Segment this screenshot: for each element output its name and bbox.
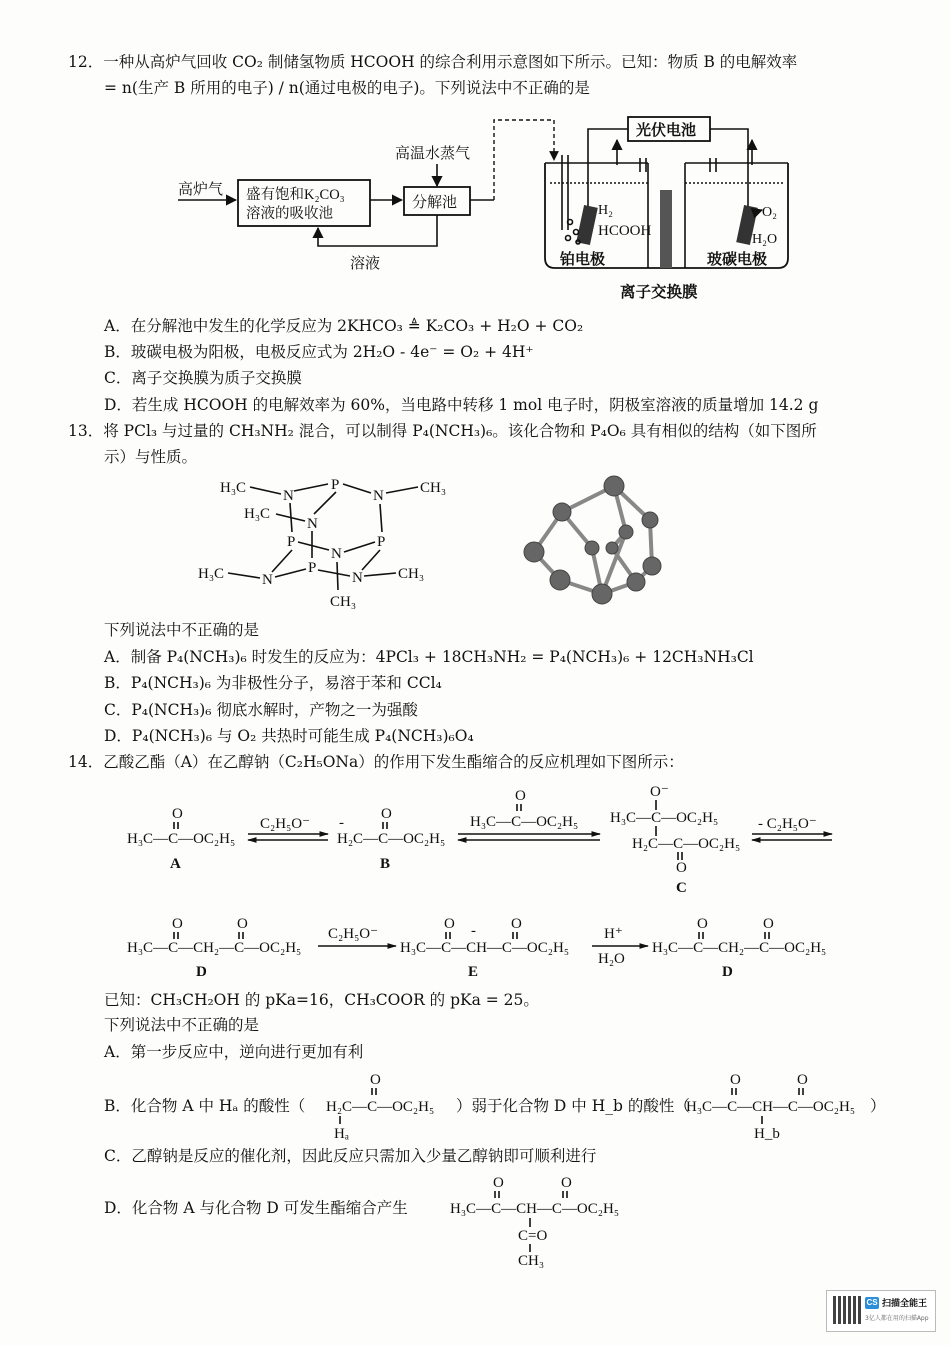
svg-text:H₃C: H₃C bbox=[244, 506, 271, 522]
absorber-label-2: 溶液的吸收池 bbox=[246, 206, 333, 222]
svg-text:C=O: C=O bbox=[518, 1228, 548, 1244]
pv-label: 光伏电池 bbox=[636, 123, 697, 139]
svg-text:Hₐ: Hₐ bbox=[334, 1126, 349, 1142]
q13-option-d: D．P₄(NCH₃)₆ 与 O₂ 共热时可能生成 P₄(NCH₃)₆O₄ bbox=[104, 727, 474, 745]
absorber-label-1: 盛有饱和K₂CO₃ bbox=[246, 187, 345, 203]
svg-text:D: D bbox=[196, 964, 207, 980]
svg-text:O: O bbox=[730, 1072, 741, 1088]
svg-text:O: O bbox=[561, 1175, 572, 1191]
svg-text:P: P bbox=[377, 534, 386, 550]
svg-text:N: N bbox=[352, 570, 363, 586]
label-steam: 高温水蒸气 bbox=[395, 146, 471, 162]
watermark-brand: 扫描全能王 bbox=[882, 1299, 928, 1309]
q13-option-b: B．P₄(NCH₃)₆ 为非极性分子，易溶于苯和 CCl₄ bbox=[104, 674, 442, 692]
svg-text:H⁺: H⁺ bbox=[604, 926, 623, 942]
svg-text:H_b: H_b bbox=[754, 1126, 780, 1142]
svg-text:O: O bbox=[172, 806, 183, 822]
svg-text:H₃C—C—OC₂H₅: H₃C—C—OC₂H₅ bbox=[610, 810, 719, 826]
svg-text:铂电极: 铂电极 bbox=[560, 252, 606, 268]
svg-text:O⁻: O⁻ bbox=[650, 784, 669, 800]
svg-text:P: P bbox=[308, 560, 317, 576]
svg-text:N: N bbox=[283, 488, 294, 504]
svg-text:H₃C—C—CH—C—OC₂H₅: H₃C—C—CH—C—OC₂H₅ bbox=[400, 940, 570, 956]
q13-lead: 下列说法中不正确的是 bbox=[104, 621, 260, 639]
q12-option-b: B．玻碳电极为阳极，电极反应式为 2H₂O - 4e⁻ = O₂ + 4H⁺ bbox=[104, 343, 534, 361]
watermark-sub: 3亿人都在用的扫描App bbox=[865, 1315, 929, 1322]
svg-text:-: - bbox=[339, 815, 344, 831]
svg-text:N: N bbox=[331, 546, 342, 562]
q14-option-b-post: ） bbox=[870, 1097, 886, 1115]
svg-text:O: O bbox=[515, 788, 526, 804]
svg-text:H₃C—C—CH₂—C—OC₂H₅: H₃C—C—CH₂—C—OC₂H₅ bbox=[127, 940, 302, 956]
q14-known: 已知：CH₃CH₂OH 的 pKa=16，CH₃COOR 的 pKa = 25。 bbox=[104, 991, 539, 1009]
svg-text:H₂O: H₂O bbox=[752, 232, 778, 247]
svg-text:B: B bbox=[380, 856, 391, 872]
svg-text:H₃C—C—OC₂H₅: H₃C—C—OC₂H₅ bbox=[470, 814, 579, 830]
label-blast-gas: 高炉气 bbox=[178, 182, 224, 198]
svg-text:D: D bbox=[722, 964, 733, 980]
svg-text:H₂C—C—OC₂H₅: H₂C—C—OC₂H₅ bbox=[337, 831, 446, 847]
q12-stem-line2: = n(生产 B 所用的电子) / n(通过电极的电子)。下列说法中不正确的是 bbox=[104, 79, 590, 97]
svg-text:H₃C: H₃C bbox=[198, 566, 225, 582]
svg-text:O: O bbox=[493, 1175, 504, 1191]
q13-option-a: A．制备 P₄(NCH₃)₆ 时发生的反应为：4PCl₃ + 18CH₃NH₂ = P₄(NCH₃)₆ + 12CH₃NH₃Cl bbox=[104, 648, 754, 666]
svg-text:CH₃: CH₃ bbox=[518, 1253, 545, 1269]
q14-option-b-mid: ）弱于化合物 D 中 H_b 的酸性（ bbox=[456, 1097, 690, 1115]
svg-text:玻碳电极: 玻碳电极 bbox=[707, 252, 768, 268]
svg-text:H₂O: H₂O bbox=[598, 951, 625, 967]
svg-text:E: E bbox=[468, 964, 479, 980]
q14-option-a: A．第一步反应中，逆向进行更加有利 bbox=[104, 1043, 364, 1061]
qr-code-icon bbox=[833, 1296, 861, 1324]
q13-option-c: C．P₄(NCH₃)₆ 彻底水解时，产物之一为强酸 bbox=[104, 701, 418, 719]
q13-stem-line1: 13．将 PCl₃ 与过量的 CH₃NH₂ 混合，可以制得 P₄(NCH₃)₆。该化合物和 P₄O₆ 具有相似的结构（如下图所 bbox=[68, 422, 817, 440]
svg-text:H₂: H₂ bbox=[598, 203, 613, 218]
q14-lead: 下列说法中不正确的是 bbox=[104, 1016, 260, 1034]
svg-text:H₃C—C—CH—C—OC₂H₅: H₃C—C—CH—C—OC₂H₅ bbox=[686, 1099, 856, 1115]
svg-text:H₂C—C—OC₂H₅: H₂C—C—OC₂H₅ bbox=[326, 1099, 435, 1115]
svg-text:H₃C—C—OC₂H₅: H₃C—C—OC₂H₅ bbox=[127, 831, 236, 847]
svg-text:P: P bbox=[331, 477, 340, 493]
svg-text:N: N bbox=[307, 516, 318, 532]
q12-option-a: A．在分解池中发生的化学反应为 2KHCO₃ ≜ K₂CO₃ + H₂O + CO₂ bbox=[104, 317, 584, 335]
svg-text:CH₃: CH₃ bbox=[398, 566, 425, 582]
svg-text:HCOOH: HCOOH bbox=[598, 223, 652, 239]
svg-text:H₃C—C—CH—C—OC₂H₅: H₃C—C—CH—C—OC₂H₅ bbox=[450, 1201, 620, 1217]
svg-text:O: O bbox=[381, 806, 392, 822]
svg-text:C₂H₅O⁻: C₂H₅O⁻ bbox=[260, 816, 311, 832]
svg-text:O: O bbox=[763, 916, 774, 932]
svg-text:H₃C: H₃C bbox=[220, 480, 247, 496]
q14-stem: 14．乙酸乙酯（A）在乙醇钠（C₂H₅ONa）的作用下发生酯缩合的反应机理如下图所示： bbox=[68, 753, 684, 771]
svg-text:-: - bbox=[471, 923, 476, 939]
q14-option-d-pre: D．化合物 A 与化合物 D 可发生酯缩合产生 bbox=[104, 1199, 408, 1217]
svg-text:O₂: O₂ bbox=[762, 205, 777, 220]
svg-text:O: O bbox=[797, 1072, 808, 1088]
svg-text:O: O bbox=[172, 916, 183, 932]
svg-text:CH₃: CH₃ bbox=[330, 594, 357, 610]
cs-badge: CS bbox=[866, 1298, 878, 1307]
q14-option-c: C．乙醇钠是反应的催化剂，因此反应只需加入少量乙醇钠即可顺利进行 bbox=[104, 1147, 597, 1165]
svg-text:N: N bbox=[262, 572, 273, 588]
q14-option-b-pre: B．化合物 A 中 Hₐ 的酸性（ bbox=[104, 1097, 306, 1115]
svg-text:N: N bbox=[373, 488, 384, 504]
svg-text:O: O bbox=[370, 1072, 381, 1088]
svg-text:- C₂H₅O⁻: - C₂H₅O⁻ bbox=[758, 816, 817, 832]
svg-text:C: C bbox=[676, 880, 687, 896]
decomposer-label: 分解池 bbox=[412, 195, 458, 211]
svg-text:O: O bbox=[237, 916, 248, 932]
svg-text:O: O bbox=[676, 860, 687, 876]
q13-stem-line2: 示）与性质。 bbox=[104, 448, 198, 466]
svg-text:P: P bbox=[287, 534, 296, 550]
q12-stem-line1: 12．一种从高炉气回收 CO₂ 制储氢物质 HCOOH 的综合利用示意图如下所示。已知：物质 B 的电解效率 bbox=[68, 53, 798, 71]
svg-text:H₃C—C—CH₂—C—OC₂H₅: H₃C—C—CH₂—C—OC₂H₅ bbox=[652, 940, 827, 956]
svg-text:CH₃: CH₃ bbox=[420, 480, 447, 496]
svg-text:C₂H₅O⁻: C₂H₅O⁻ bbox=[328, 926, 379, 942]
scanner-watermark bbox=[826, 1290, 936, 1332]
svg-text:O: O bbox=[697, 916, 708, 932]
membrane-label: 离子交换膜 bbox=[620, 284, 698, 301]
svg-text:A: A bbox=[170, 856, 181, 872]
svg-text:O: O bbox=[444, 916, 455, 932]
svg-text:O: O bbox=[511, 916, 522, 932]
label-solution: 溶液 bbox=[350, 256, 381, 272]
svg-text:H₂C—C—OC₂H₅: H₂C—C—OC₂H₅ bbox=[632, 836, 741, 852]
q12-option-c: C．离子交换膜为质子交换膜 bbox=[104, 369, 302, 387]
q12-option-d: D．若生成 HCOOH 的电解效率为 60%，当电路中转移 1 mol 电子时，阴极室溶液的质量增加 14.2 g bbox=[104, 396, 819, 414]
